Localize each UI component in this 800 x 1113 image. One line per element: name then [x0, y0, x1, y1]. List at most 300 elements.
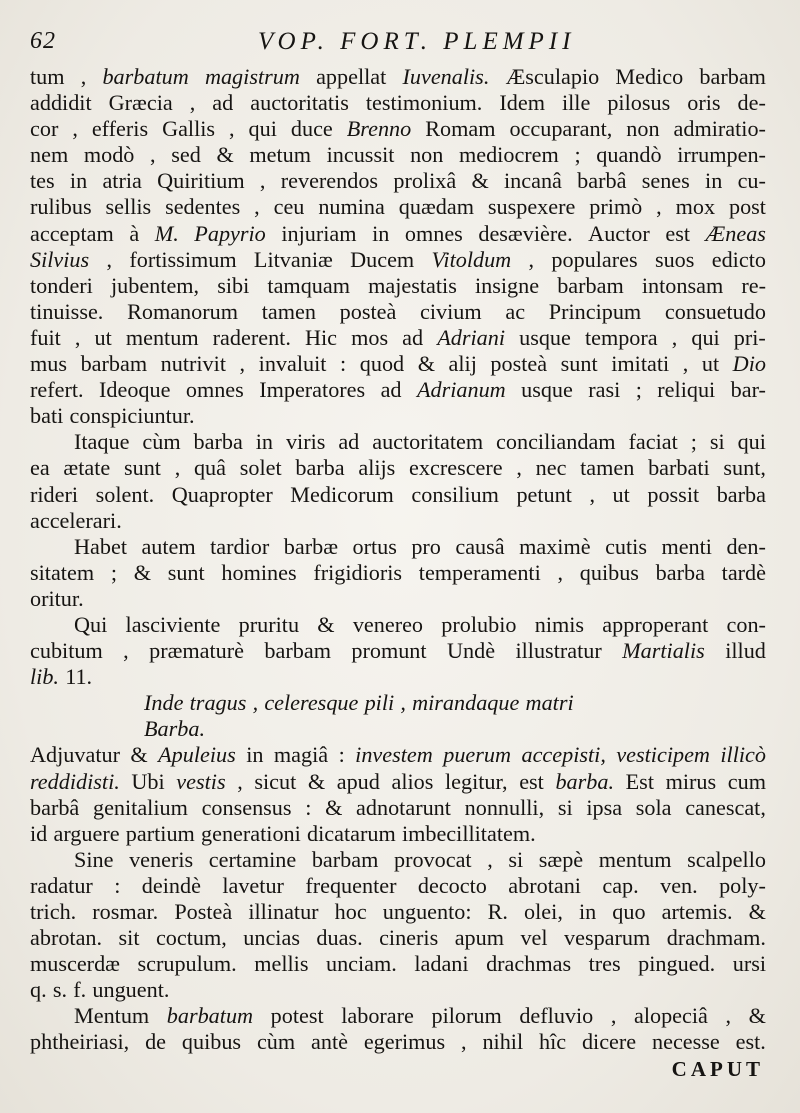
text-line — [30, 821, 766, 847]
word: mellis — [254, 951, 309, 977]
word: nem — [30, 142, 69, 168]
word: Adjuvatur — [30, 742, 120, 768]
word: atria — [102, 168, 142, 194]
word: hîc — [538, 1029, 567, 1055]
text-line — [30, 690, 766, 716]
word: acceptam — [30, 220, 114, 246]
word: M. — [154, 220, 179, 246]
word: ut — [701, 351, 720, 377]
word: barba — [193, 429, 243, 455]
word: Ubi — [131, 768, 165, 794]
word: barbati — [648, 455, 710, 481]
text-line — [30, 769, 766, 795]
word: tamen — [261, 298, 316, 324]
word: frigidioris — [313, 559, 403, 585]
word: magistrum — [204, 64, 300, 89]
text-line — [30, 221, 766, 247]
word: tragus — [189, 690, 247, 716]
word: q. — [30, 977, 47, 1003]
word: , — [239, 351, 246, 377]
word: est. — [735, 1029, 766, 1055]
word: mirandaque — [412, 690, 520, 716]
word: rasi — [588, 377, 621, 403]
word: Papyrio — [194, 220, 266, 246]
word: posteà — [339, 298, 397, 324]
word: ad — [380, 377, 402, 403]
word: autem — [141, 533, 196, 559]
word: scalpello — [687, 846, 766, 872]
text-line — [30, 586, 766, 612]
word: illinatur — [248, 899, 319, 924]
text-line — [30, 299, 766, 325]
word: conspiciuntur. — [69, 403, 195, 429]
running-head: VOP. FORT. PLEMPII — [258, 28, 576, 55]
word: , — [237, 768, 243, 794]
word: lasciviente — [125, 611, 221, 637]
text-line — [30, 925, 766, 951]
word: olei, — [524, 899, 563, 924]
text-line — [30, 977, 766, 1003]
word: Medicorum — [290, 481, 394, 507]
word: , — [74, 324, 81, 350]
word: pruritu — [238, 611, 300, 637]
word: conciliandam — [496, 429, 616, 455]
word: rideri — [30, 481, 79, 507]
word: investem — [355, 742, 433, 768]
word: , — [150, 142, 156, 168]
word: quod — [359, 351, 405, 377]
word: majestatis — [368, 272, 457, 298]
word: Sine — [74, 846, 114, 872]
word: Barba. — [144, 716, 206, 742]
text-line — [30, 899, 766, 925]
word: in — [372, 220, 390, 246]
word: Inde — [144, 690, 184, 716]
word: ; — [635, 377, 642, 403]
text-line — [30, 1029, 766, 1055]
word: non — [626, 116, 660, 142]
word: s. — [52, 977, 68, 1003]
text-line — [30, 847, 766, 873]
word: unguent. — [92, 977, 170, 1003]
word: numina — [318, 194, 385, 220]
word: venereo — [352, 611, 424, 637]
word: , — [461, 1029, 467, 1055]
text-line — [30, 1003, 766, 1029]
word: de — [145, 1029, 167, 1055]
word: tempora — [584, 324, 658, 350]
word: rulibus — [30, 194, 92, 220]
word: cum — [727, 768, 766, 794]
text-line — [30, 638, 766, 664]
word: occuparant, — [509, 116, 613, 142]
word: Dio — [732, 351, 766, 377]
word: si — [557, 794, 573, 820]
word: refert. — [30, 377, 84, 403]
word: , — [528, 246, 535, 272]
word: Principum — [548, 298, 642, 324]
word: quibus — [579, 559, 639, 585]
word: sit — [118, 925, 140, 951]
word: defluvio — [519, 1003, 594, 1029]
word: jubentem, — [110, 272, 200, 298]
word: , — [254, 194, 260, 220]
word: Brenno — [346, 116, 412, 142]
word: id — [30, 820, 48, 846]
word: Æsculapio — [505, 64, 600, 89]
word: unguento: — [382, 899, 472, 924]
word: tardior — [210, 533, 270, 559]
word: petunt — [516, 481, 572, 507]
word: unciam. — [325, 951, 397, 977]
word: ac — [505, 298, 526, 324]
word: & — [133, 559, 151, 585]
word: Adrianum — [416, 377, 506, 403]
word: sibi — [217, 272, 250, 298]
word: fortissimum — [129, 246, 237, 272]
word: homines — [221, 559, 297, 585]
word: pilorum — [431, 1003, 502, 1029]
word: Imperatores — [259, 377, 366, 403]
word: Itaque — [74, 429, 130, 455]
word: qui — [737, 429, 766, 455]
word: & — [417, 351, 435, 377]
word: ut — [94, 324, 112, 350]
word: ad — [338, 429, 360, 455]
word: alijs — [358, 455, 396, 481]
word: ut — [612, 481, 630, 507]
text-line — [30, 508, 766, 534]
word: Vitoldum — [431, 246, 512, 272]
word: usque — [521, 377, 573, 403]
word: Græcia — [108, 90, 173, 116]
word: invaluit — [258, 351, 327, 377]
word: barbâ — [577, 168, 627, 194]
word: sunt — [123, 455, 161, 481]
word: efferis — [91, 116, 149, 142]
word: antè — [311, 1029, 348, 1055]
word: edicto — [711, 246, 766, 272]
word: matri — [525, 690, 574, 716]
word: barba — [716, 481, 766, 507]
word: excrescere — [409, 455, 503, 481]
word: intonsam — [641, 272, 724, 298]
word: deindè — [141, 872, 201, 898]
word: : — [305, 794, 312, 820]
word: , — [671, 324, 678, 350]
word: pili — [364, 690, 395, 716]
text-line — [30, 455, 766, 481]
word: prolubio — [441, 611, 517, 637]
word: necesse — [652, 1029, 720, 1055]
word: vestis — [176, 768, 226, 794]
word: insigne — [474, 272, 540, 298]
word: suos — [654, 246, 695, 272]
word: sola — [635, 794, 672, 820]
text-line — [30, 194, 766, 220]
word: possit — [647, 481, 700, 507]
word: si — [709, 429, 725, 455]
word: est — [665, 220, 690, 246]
word: oritur. — [30, 585, 84, 611]
word: bati — [30, 403, 64, 429]
word: 11. — [65, 664, 93, 690]
word: promunt — [351, 638, 427, 664]
word: Adriani — [437, 324, 506, 350]
word: pingued. — [638, 951, 716, 977]
word: mos — [351, 324, 389, 350]
word: vesparum — [564, 925, 651, 951]
word: ad — [212, 90, 234, 116]
word: den- — [726, 533, 766, 559]
word: & — [748, 899, 766, 924]
word: maximè — [519, 533, 591, 559]
word: cu- — [737, 168, 766, 194]
word: Gallis — [162, 116, 216, 142]
word: egerimus — [363, 1029, 446, 1055]
word: usque — [519, 324, 571, 350]
word: tes — [30, 168, 55, 194]
word: reddidisti. — [30, 768, 120, 794]
word: dicatarum — [307, 820, 396, 846]
word: addidit — [30, 90, 92, 116]
word: barbatum — [102, 64, 189, 89]
word: raderent. — [212, 324, 291, 350]
text-line — [30, 116, 766, 142]
word: & — [307, 768, 326, 794]
word: apud — [336, 768, 380, 794]
word: in — [246, 742, 264, 768]
word: barbam — [311, 846, 379, 872]
word: lib. — [30, 664, 59, 690]
text-line — [30, 742, 766, 768]
word: laborare — [341, 1003, 414, 1029]
word: sunt, — [723, 455, 766, 481]
word: posteà — [490, 351, 548, 377]
word: quandò — [596, 142, 662, 168]
text-line — [30, 351, 766, 377]
text-line — [30, 403, 766, 429]
word: pro — [411, 533, 441, 559]
text-line — [30, 716, 766, 742]
word: pilosus — [607, 90, 671, 116]
word: auctoritatem — [372, 429, 484, 455]
word: cor — [30, 116, 59, 142]
word: sunt — [560, 351, 598, 377]
word: irrumpen- — [677, 142, 766, 168]
word: ladani — [414, 951, 469, 977]
word: post — [728, 194, 766, 220]
word: tardè — [721, 559, 766, 585]
word: sicut — [254, 768, 297, 794]
word: ille — [561, 90, 591, 116]
word: omnes — [185, 377, 244, 403]
text-line — [30, 612, 766, 638]
word: & — [216, 142, 234, 168]
word: imitati — [611, 351, 670, 377]
word: Habet — [74, 533, 127, 559]
word: & — [471, 168, 489, 194]
word: : — [340, 351, 347, 377]
word: , — [80, 64, 87, 89]
word: & — [748, 1003, 766, 1029]
word: Quapropter — [171, 481, 273, 507]
word: Est — [625, 768, 654, 794]
word: abrotan. — [30, 925, 103, 951]
word: barbam — [557, 272, 624, 298]
word: dicere — [581, 1029, 637, 1055]
word: , — [400, 690, 406, 716]
word: reverendos — [280, 168, 379, 194]
text-line — [30, 795, 766, 821]
word: ipsa — [586, 794, 623, 820]
word: , — [229, 116, 235, 142]
word: abrotani — [508, 872, 581, 898]
word: : — [338, 742, 345, 768]
word: nonnulli, — [464, 794, 545, 820]
word: Qui — [74, 611, 108, 637]
word: oris — [687, 90, 721, 116]
word: ortus — [352, 533, 397, 559]
word: illud — [725, 638, 766, 664]
word: fuit — [30, 324, 61, 350]
word: Silvius — [30, 246, 90, 272]
word: illicò — [720, 742, 766, 768]
word: apum — [454, 925, 504, 951]
text-line — [30, 90, 766, 116]
word: mox — [675, 194, 716, 220]
word: potest — [270, 1003, 324, 1029]
word: Hic — [304, 324, 338, 350]
word: f. — [73, 977, 87, 1003]
word: tres — [588, 951, 621, 977]
word: ea — [30, 455, 50, 481]
word: radatur — [30, 872, 93, 898]
word: modò — [83, 142, 135, 168]
word: muscerdæ — [30, 951, 120, 977]
word: omnes — [404, 220, 463, 246]
word: , — [656, 194, 662, 220]
word: quædam — [398, 194, 474, 220]
word: in — [705, 168, 723, 194]
word: barbam — [80, 351, 148, 377]
word: cubitum — [30, 638, 103, 664]
word: mentum — [598, 846, 672, 872]
word: barbatum — [166, 1003, 254, 1029]
word: Romanorum — [127, 298, 238, 324]
word: barba. — [555, 768, 615, 794]
word: uncias — [243, 925, 300, 951]
word: Litvaniæ — [253, 246, 333, 272]
word: menti — [661, 533, 712, 559]
text-line — [30, 273, 766, 299]
word: Ducem — [350, 246, 415, 272]
word: Undè — [446, 638, 496, 664]
word: solent. — [95, 481, 155, 507]
word: canescat, — [685, 794, 766, 820]
word: : — [114, 872, 121, 898]
word: tum — [30, 64, 65, 89]
text-line — [30, 534, 766, 560]
word: partium — [125, 820, 195, 846]
word: , — [725, 1003, 732, 1029]
word: approperant — [602, 611, 709, 637]
word: qui — [248, 116, 277, 142]
word: solet — [239, 455, 282, 481]
word: in — [255, 429, 273, 455]
word: lavetur — [222, 872, 284, 898]
word: puerum — [443, 742, 512, 768]
word: Apuleius — [158, 742, 236, 768]
word: duas. — [316, 925, 363, 951]
body-text — [30, 64, 766, 1082]
word: faciat — [628, 429, 678, 455]
word: scrupulum. — [137, 951, 237, 977]
word: adnotarunt — [356, 794, 451, 820]
page-number: 62 — [30, 28, 56, 54]
word: , — [72, 116, 78, 142]
word: alios — [391, 768, 434, 794]
word: , — [682, 351, 689, 377]
page-header — [30, 28, 770, 64]
text-line — [30, 429, 766, 455]
word: , — [557, 559, 564, 585]
word: quâ — [193, 455, 226, 481]
word: drachmas — [486, 951, 572, 977]
word: temperamenti — [418, 559, 541, 585]
text-line — [30, 325, 766, 351]
word: primò — [589, 194, 643, 220]
word: Idem — [499, 90, 545, 116]
word: barbæ — [283, 533, 338, 559]
word: ætate — [63, 455, 111, 481]
word: Iuvenalis. — [402, 64, 490, 89]
word: re- — [741, 272, 766, 298]
word: , — [487, 846, 493, 872]
word: drachmam. — [666, 925, 766, 951]
word: con- — [726, 611, 766, 637]
text-line — [30, 482, 766, 508]
word: ; — [690, 429, 697, 455]
text-line — [30, 64, 766, 90]
word: sunt — [167, 559, 205, 585]
text-line — [30, 247, 766, 273]
word: consensus — [201, 794, 292, 820]
word: magiâ — [273, 742, 329, 768]
word: à — [129, 220, 140, 246]
word: duce — [290, 116, 333, 142]
word: , — [174, 455, 181, 481]
word: , — [610, 1003, 617, 1029]
word: prolixâ — [393, 168, 457, 194]
word: testimonium. — [365, 90, 483, 116]
word: sellis — [105, 194, 152, 220]
word: ceu — [273, 194, 305, 220]
word: consuetudo — [664, 298, 766, 324]
word: præmaturè — [149, 638, 244, 664]
word: , — [516, 455, 522, 481]
word: pri- — [733, 324, 766, 350]
word: Quiritium — [157, 168, 245, 194]
text-line — [30, 560, 766, 586]
word: phtheiriasi, — [30, 1029, 130, 1055]
word: vesticipem — [616, 742, 710, 768]
word: accelerari. — [30, 507, 122, 533]
word: reliqui — [657, 377, 716, 403]
word: Mentum — [74, 1003, 150, 1029]
word: in — [578, 899, 597, 924]
word: tinuisse. — [30, 298, 104, 324]
